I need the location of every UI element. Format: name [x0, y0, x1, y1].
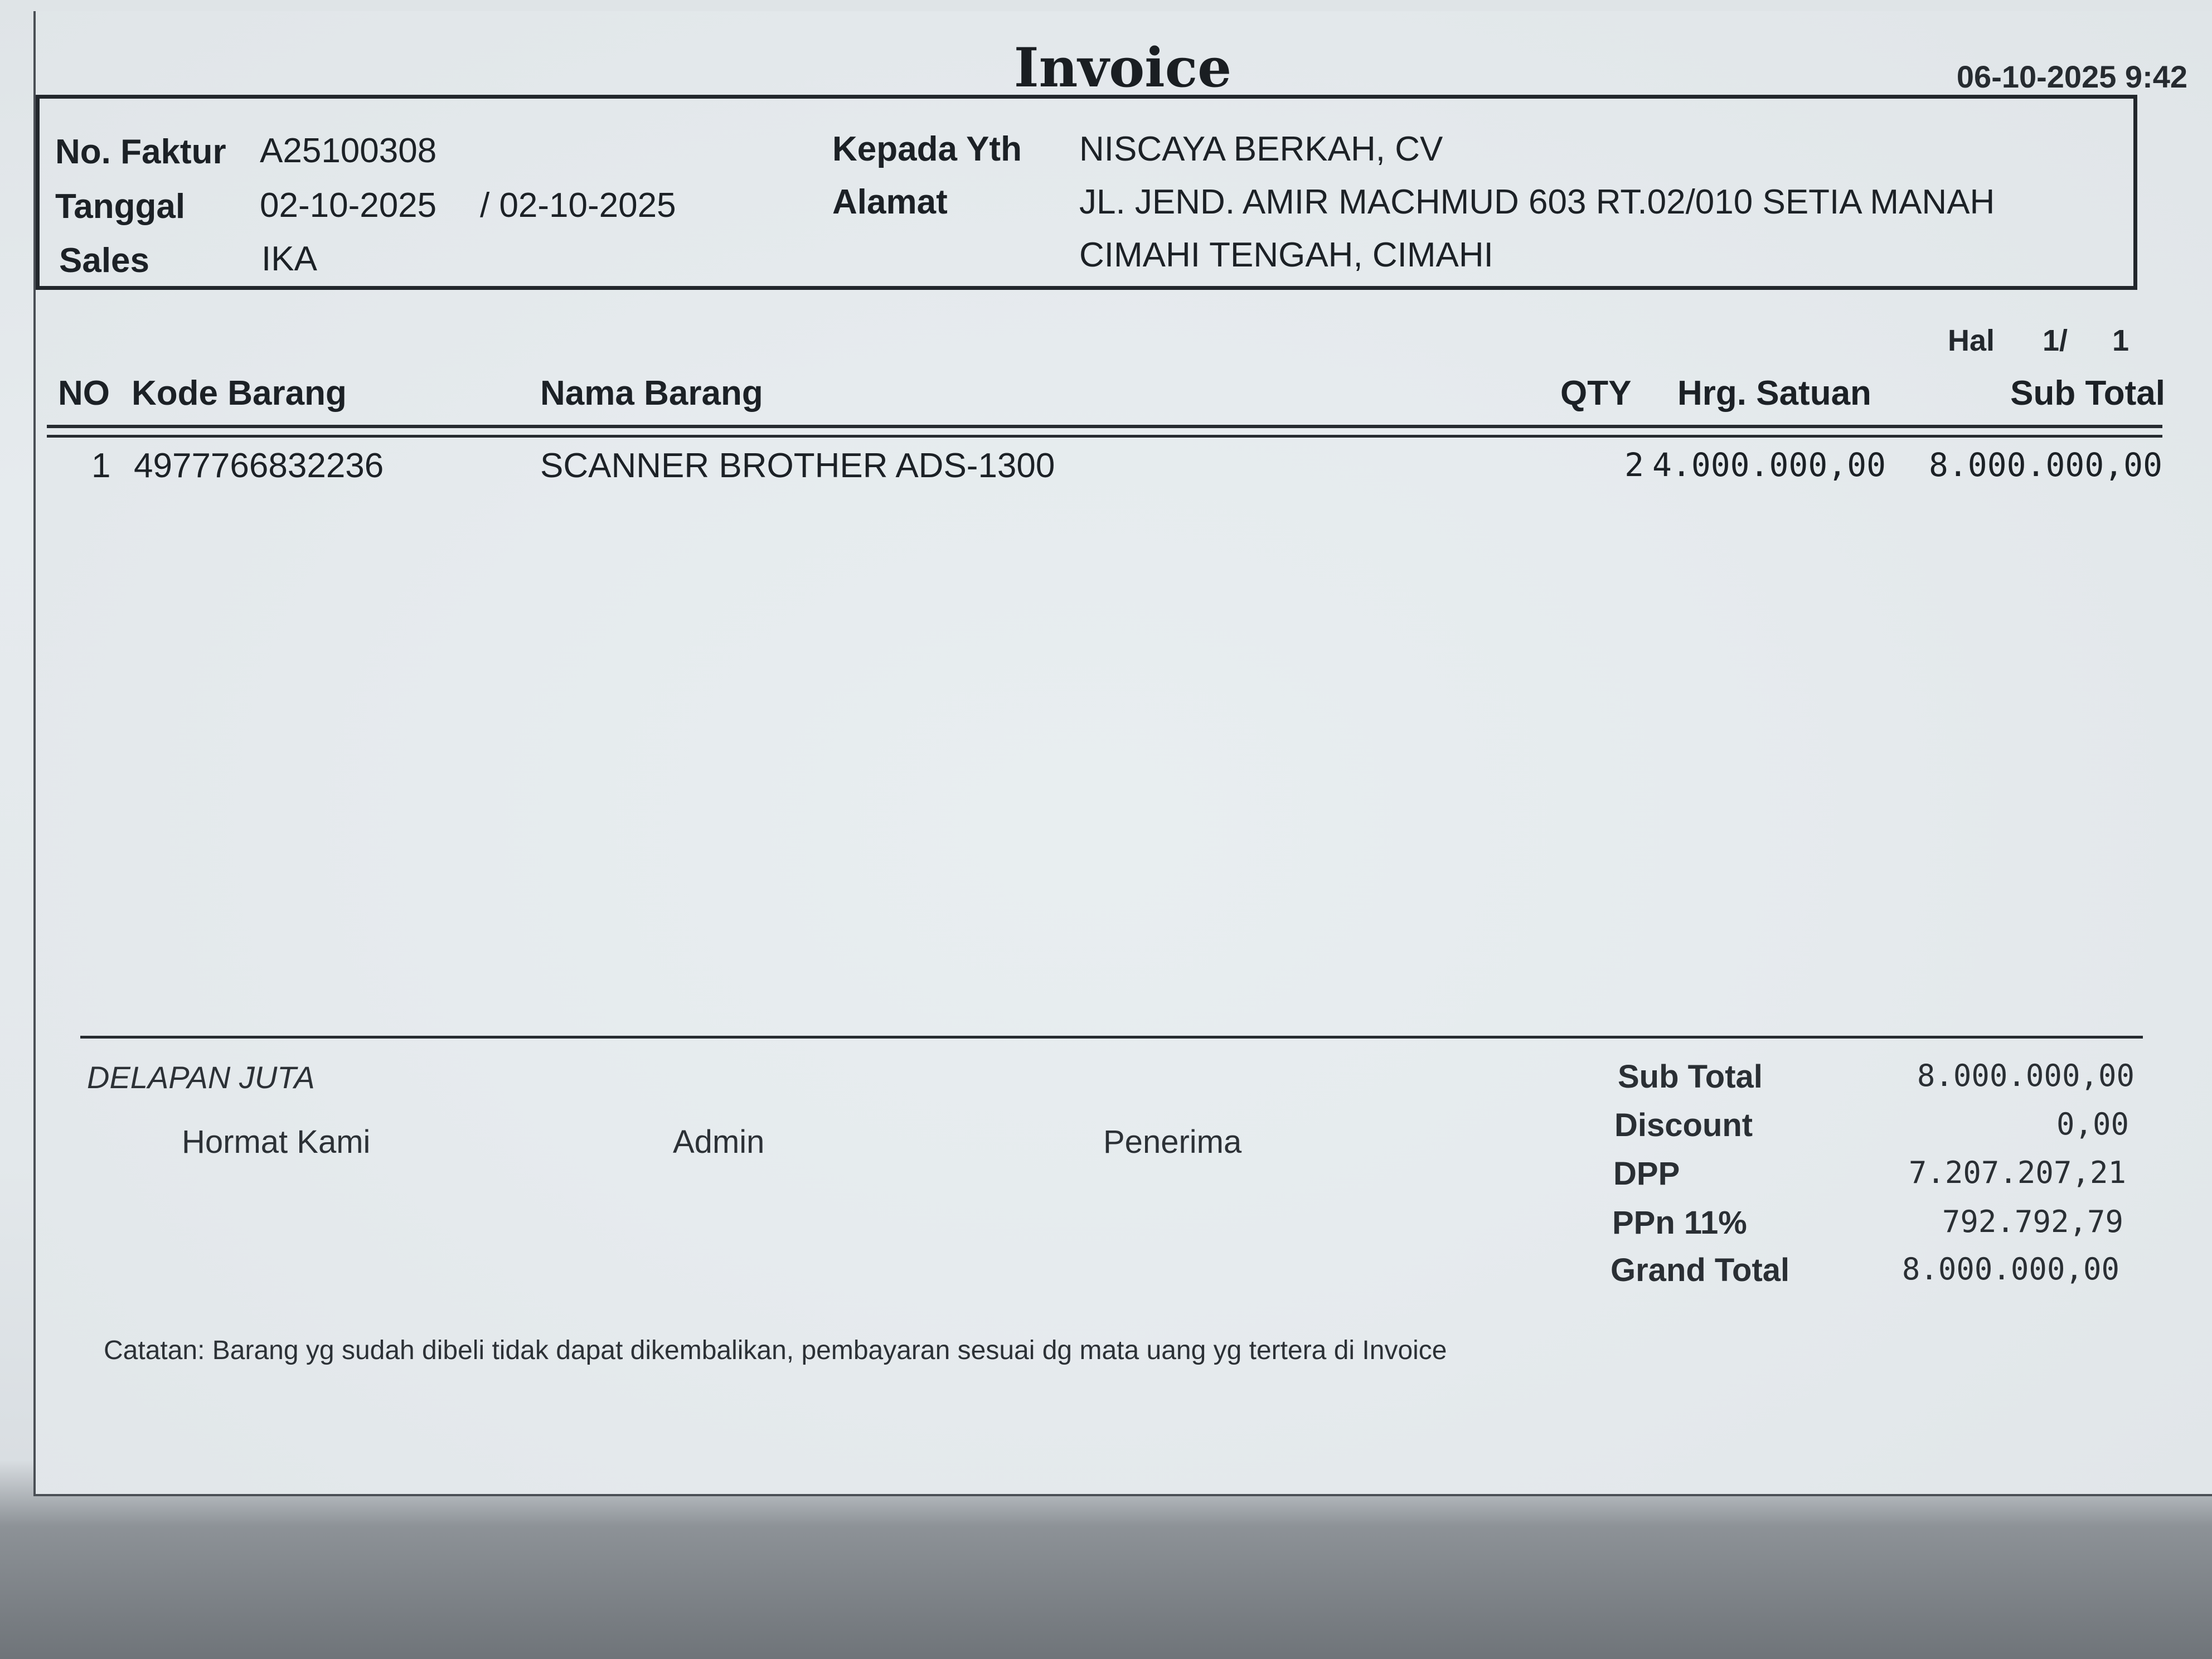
- col-nama: Nama Barang: [540, 374, 763, 413]
- grand-total-label: Grand Total: [1611, 1252, 1790, 1288]
- ppn-value: 792.792,79: [1942, 1204, 2123, 1239]
- row-qty: 2: [1624, 446, 1644, 484]
- terbilang-text: DELAPAN JUTA: [87, 1060, 315, 1095]
- kepada-label: Kepada Yth: [832, 130, 1022, 168]
- signature-admin: Admin: [673, 1124, 765, 1160]
- header-box: [36, 95, 2137, 290]
- catatan-note: Catatan: Barang yg sudah dibeli tidak dapat dikembalikan, pembayaran sesuai dg mata uang yg tertera di Invoice: [104, 1336, 1447, 1365]
- col-harga: Hrg. Satuan: [1677, 374, 1871, 413]
- footer-rule: [80, 1036, 2143, 1039]
- tanggal-due-value: / 02-10-2025: [480, 186, 676, 225]
- header-rule-bottom: [47, 435, 2162, 438]
- alamat-line1: JL. JEND. AMIR MACHMUD 603 RT.02/010 SETIA MANAH: [1079, 183, 1995, 221]
- discount-value: 0,00: [2056, 1107, 2129, 1142]
- page-current: 1/: [2043, 324, 2068, 357]
- page-label: Hal: [1948, 324, 1995, 357]
- tanggal-label: Tanggal: [55, 187, 186, 226]
- printed-datetime: 06-10-2025 9:42: [1956, 59, 2187, 94]
- sales-value: IKA: [261, 240, 317, 278]
- subtotal-label: Sub Total: [1618, 1059, 1763, 1095]
- page-total: 1: [2112, 324, 2129, 357]
- discount-label: Discount: [1614, 1107, 1753, 1143]
- row-no: 1: [91, 447, 111, 485]
- ppn-label: PPn 11%: [1612, 1205, 1747, 1241]
- alamat-label: Alamat: [832, 183, 948, 221]
- row-nama: SCANNER BROTHER ADS-1300: [540, 447, 1055, 485]
- col-no: NO: [58, 374, 110, 413]
- sales-label: Sales: [59, 241, 150, 280]
- no-faktur-label: No. Faktur: [55, 133, 226, 171]
- col-qty: QTY: [1560, 374, 1632, 413]
- row-harga: 4.000.000,00: [1652, 446, 1886, 484]
- col-kode: Kode Barang: [132, 374, 347, 413]
- row-kode: 4977766832236: [134, 447, 384, 485]
- subtotal-value: 8.000.000,00: [1917, 1058, 2135, 1093]
- col-subtotal: Sub Total: [2010, 374, 2165, 413]
- kepada-value: NISCAYA BERKAH, CV: [1079, 130, 1443, 168]
- invoice-title: Invoice: [1013, 36, 1232, 99]
- dpp-label: DPP: [1613, 1156, 1680, 1192]
- signature-penerima: Penerima: [1103, 1124, 1242, 1160]
- invoice-page: [33, 11, 2212, 1496]
- header-rule-top: [47, 425, 2162, 428]
- no-faktur-value: A25100308: [260, 132, 437, 170]
- signature-hormat-kami: Hormat Kami: [182, 1124, 371, 1160]
- grand-total-value: 8.000.000,00: [1901, 1251, 2119, 1287]
- row-subtotal: 8.000.000,00: [1928, 446, 2162, 484]
- dpp-value: 7.207.207,21: [1908, 1155, 2126, 1190]
- tanggal-value: 02-10-2025: [260, 186, 437, 225]
- alamat-line2: CIMAHI TENGAH, CIMAHI: [1079, 236, 1493, 274]
